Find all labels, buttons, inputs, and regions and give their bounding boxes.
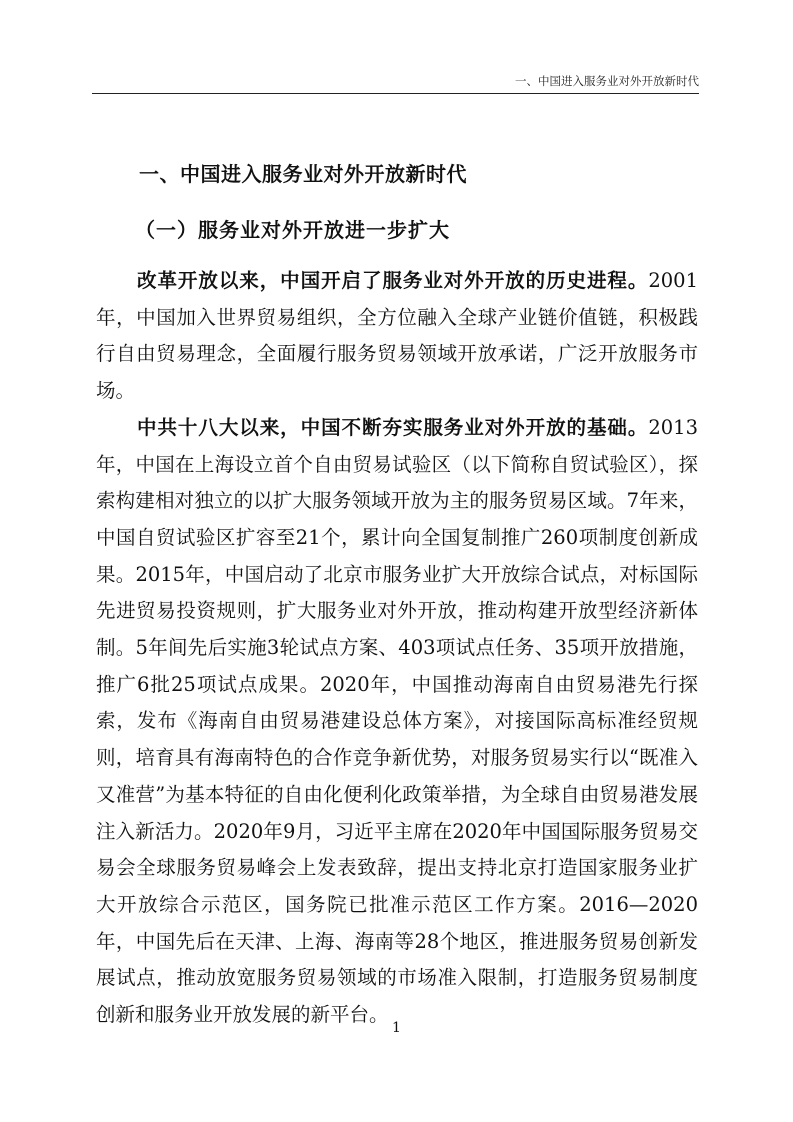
chapter-title: 一、中国进入服务业对外开放新时代 [139,162,467,186]
body-text [96,263,698,1034]
page-number: 1 [392,1020,401,1036]
paragraph-lead: 中共十八大以来，中国不断夯实服务业对外开放的基础。 [137,415,649,439]
header-rule [92,93,699,94]
section-title: （一）服务业对外开放进一步扩大 [135,218,450,242]
paragraph-2 [96,410,698,1034]
paragraph-1 [96,263,698,410]
paragraph-lead: 改革开放以来，中国开启了服务业对外开放的历史进程。 [137,269,649,292]
paragraph-text: 2013年，中国在上海设立首个自由贸易试验区（以下简称自贸试验区），探索构建相对独立的以扩大服务领域开放为主的服务贸易区域。7年来，中国自贸试验区扩容至21个，累计向全国复制推广260项制度创新成果。2015年，中国启动了北京市服务业扩大开放综合试点，对标国际先进贸易投资规则，扩大服务业对外开放，推动构建开放型经济新体制。5年间先后实施3轮试点方案、403项试点任务、35项开放措施，推广6批25项试点成果。2020年，中国推动海南自由贸易港先行探索，发布《海南自由贸易港建设总体方案》，对接国际高标准经贸规则，培育具有海南特色的合作竞争新优势，对服务贸易实行以“既准入又准营”为基本特征的自由化便利化政策举措，为全球自由贸易港发展注入新活力。2020年9月，习近平主席在2020年中国国际服务贸易交易会全球服务贸易峰会上发表致辞，提出支持北京打造国家服务业扩大开放综合示范区，国务院已批准示范区工作方案。2016—2020年，中国先后在天津、上海、海南等28个地区，推进服务贸易创新发展试点，推动放宽服务贸易领域的市场准入限制，打造服务贸易制度创新和服务业开放发展的新平台。 [96,415,698,1027]
running-header: 一、中国进入服务业对外开放新时代 [515,74,699,88]
paragraph-text: 2001年，中国加入世界贸易组织，全方位融入全球产业链价值链，积极践行自由贸易理念，全面履行服务贸易领域开放承诺，广泛开放服务市场。 [96,269,698,403]
